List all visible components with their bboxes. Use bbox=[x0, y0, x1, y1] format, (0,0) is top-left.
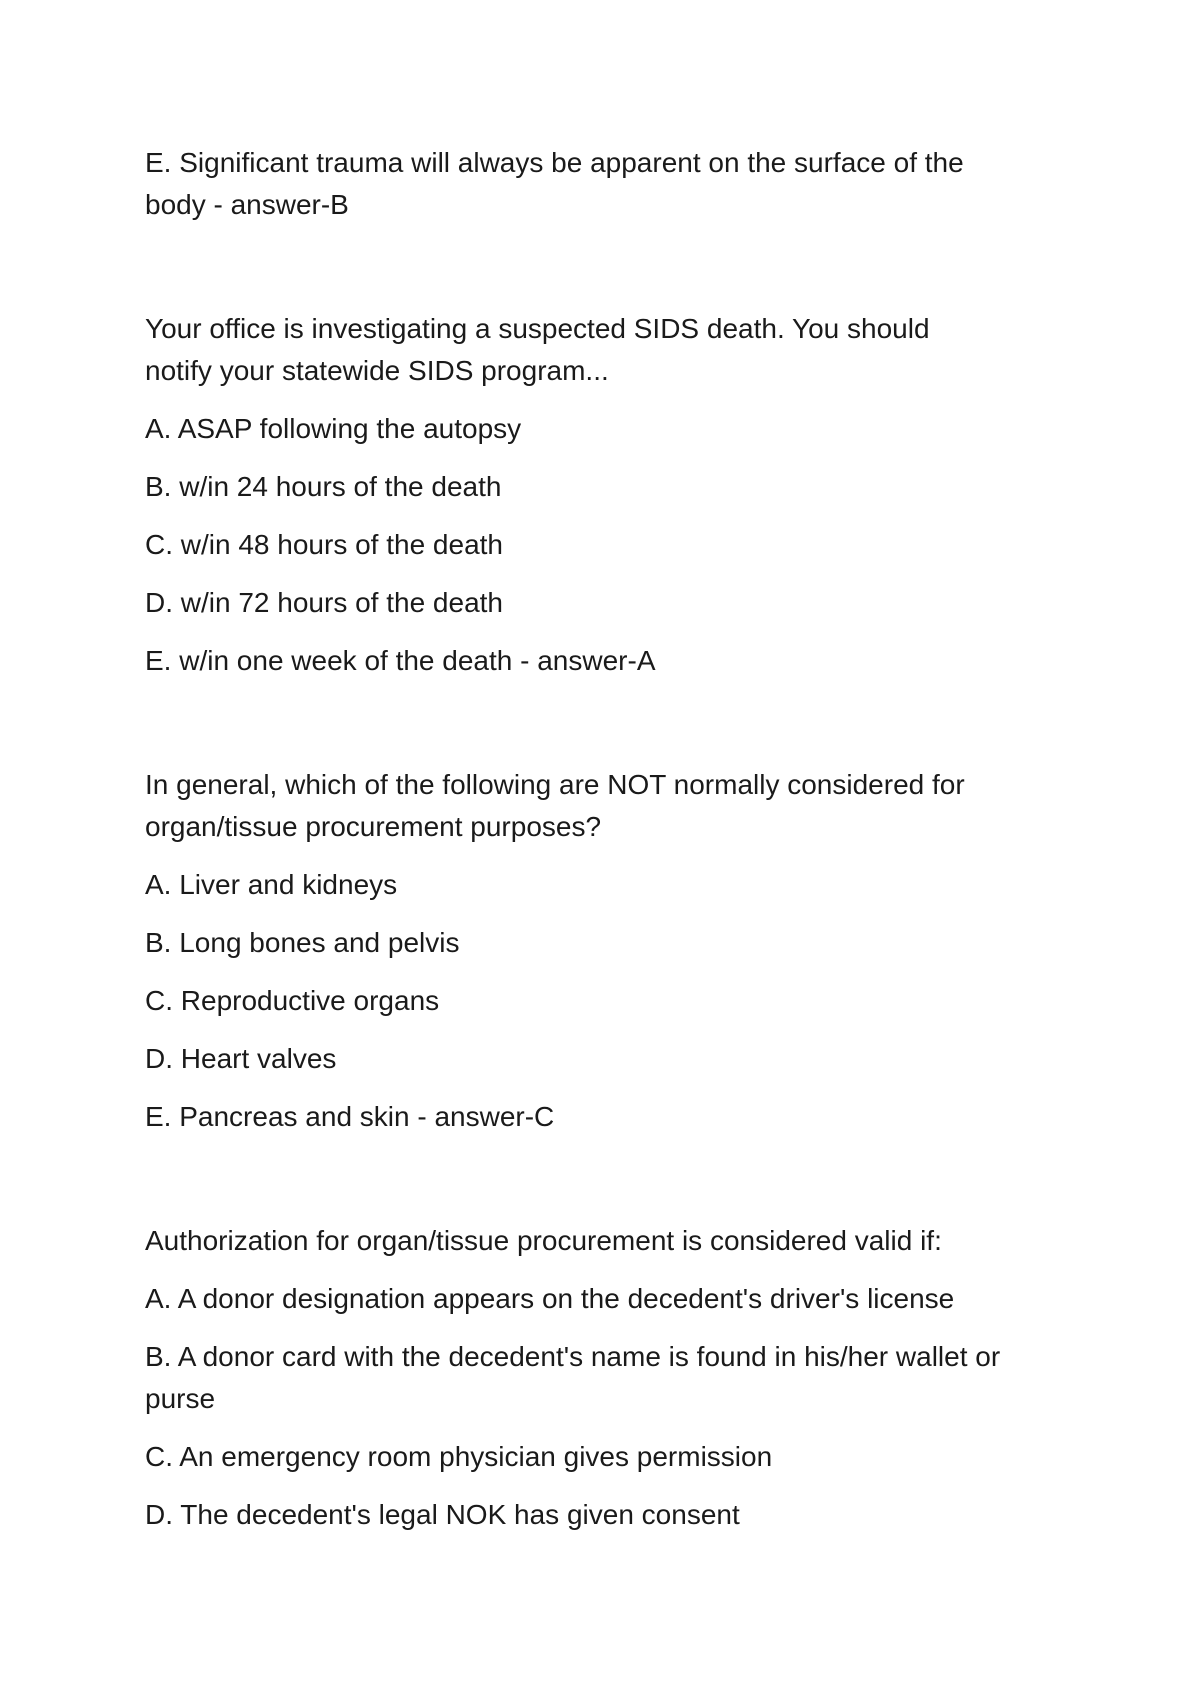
document-page bbox=[145, 142, 1045, 1552]
option-d: D. The decedent's legal NOK has given consent bbox=[145, 1499, 740, 1530]
option-c: C. w/in 48 hours of the death bbox=[145, 529, 503, 560]
option-a: A. A donor designation appears on the decedent's driver's license bbox=[145, 1283, 955, 1314]
option-e: E. Pancreas and skin - answer-C bbox=[145, 1101, 555, 1132]
block-spacer bbox=[145, 698, 1045, 764]
answer-line: E. Significant trauma will always be apparent on the surface of the body - answer-B bbox=[145, 147, 964, 220]
question-text: In general, which of the following are NOT normally considered for organ/tissue procurement purposes? bbox=[145, 769, 965, 842]
option-d: D. w/in 72 hours of the death bbox=[145, 587, 503, 618]
option-c: C. An emergency room physician gives permission bbox=[145, 1441, 773, 1472]
option-b: B. Long bones and pelvis bbox=[145, 927, 460, 958]
option-c: C. Reproductive organs bbox=[145, 985, 440, 1016]
option-a: A. Liver and kidneys bbox=[145, 869, 398, 900]
option-d: D. Heart valves bbox=[145, 1043, 337, 1074]
option-a: A. ASAP following the autopsy bbox=[145, 413, 522, 444]
question-text: Authorization for organ/tissue procurement is considered valid if: bbox=[145, 1225, 942, 1256]
option-b: B. w/in 24 hours of the death bbox=[145, 471, 502, 502]
option-e: E. w/in one week of the death - answer-A bbox=[145, 645, 656, 676]
option-b: B. A donor card with the decedent's name is found in his/her wallet or purse bbox=[145, 1341, 1001, 1414]
question-text: Your office is investigating a suspected SIDS death. You should notify your statewide SIDS program... bbox=[145, 313, 930, 386]
block-spacer bbox=[145, 1154, 1045, 1220]
block-spacer bbox=[145, 242, 1045, 308]
